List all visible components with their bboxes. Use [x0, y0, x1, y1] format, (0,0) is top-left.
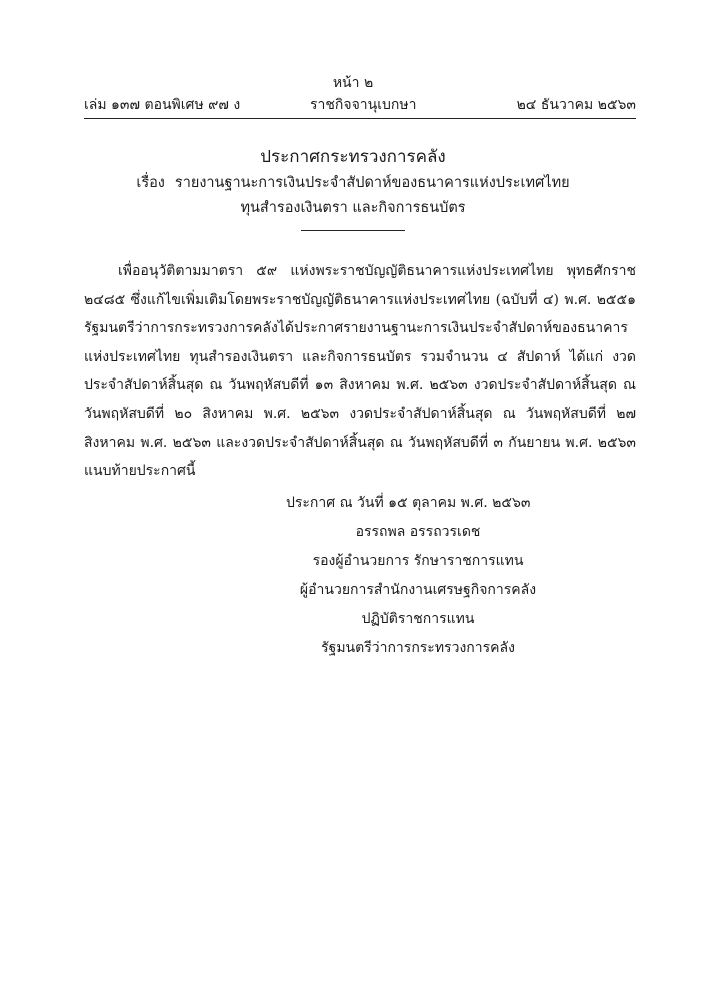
signatory-position-1: รองผู้อำนวยการ รักษาราชการแทน [312, 553, 524, 569]
subject-text-1: รายงานฐานะการเงินประจำสัปดาห์ของธนาคารแห่งประเทศไทย [174, 175, 570, 191]
gazette-date: ๒๔ ธันวาคม ๒๕๖๓ [516, 97, 636, 113]
page-number: หน้า ๒ [332, 75, 374, 91]
header-divider [84, 118, 636, 119]
gazette-name: ราชกิจจานุเบกษา [310, 97, 417, 113]
volume-issue: เล่ม ๑๓๗ ตอนพิเศษ ๙๗ ง [84, 97, 241, 113]
signatory-position-2: ผู้อำนวยการสำนักงานเศรษฐกิจการคลัง [299, 582, 537, 598]
subject-line-1 [0, 171, 706, 196]
title-divider [301, 230, 405, 231]
subject-label: เรื่อง [136, 175, 165, 191]
subject-block [0, 171, 706, 221]
body-paragraph: เพื่ออนุวัติตามมาตรา ๕๙ แห่งพระราชบัญญัติธนาคารแห่งประเทศไทย พุทธศักราช ๒๔๘๕ ซึ่งแก้ไขเพิ่มเติมโดยพระราชบัญญัติธนาคารแห่งประเทศไทย (ฉบับที่ ๔) พ.ศ. ๒๕๕๑ รัฐมนตรีว่าการกระทรวงการคลังได้ประกาศรายงานฐานะการเงินประจำสัปดาห์ของธนาคารแห่งประเทศไทย ทุนสำรองเงินตรา และกิจการธนบัตร รวมจำนวน ๔ สัปดาห์ ได้แก่ งวดประจำสัปดาห์สิ้นสุด ณ วันพฤหัสบดีที่ ๑๓ สิงหาคม พ.ศ. ๒๕๖๓ งวดประจำสัปดาห์สิ้นสุด ณ วันพฤหัสบดีที่ ๒๐ สิงหาคม พ.ศ. ๒๕๖๓ งวดประจำสัปดาห์สิ้นสุด ณ วันพฤหัสบดีที่ ๒๗ สิงหาคม พ.ศ. ๒๕๖๓ และงวดประจำสัปดาห์สิ้นสุด ณ วันพฤหัสบดีที่ ๓ กันยายน พ.ศ. ๒๕๖๓ แนบท้ายประกาศนี้ [84, 263, 636, 480]
announcement-date: ประกาศ ณ วันที่ ๑๕ ตุลาคม พ.ศ. ๒๕๖๓ [286, 495, 531, 511]
gazette-header [84, 94, 636, 116]
signature-block [280, 489, 556, 663]
signatory-position-4: รัฐมนตรีว่าการกระทรวงการคลัง [321, 640, 515, 656]
signatory-name: อรรถพล อรรถวรเดช [355, 524, 481, 540]
announcement-title: ประกาศกระทรวงการคลัง [260, 147, 446, 167]
subject-line-2: ทุนสำรองเงินตรา และกิจการธนบัตร [240, 200, 466, 216]
signatory-position-3: ปฏิบัติราชการแทน [361, 611, 475, 627]
